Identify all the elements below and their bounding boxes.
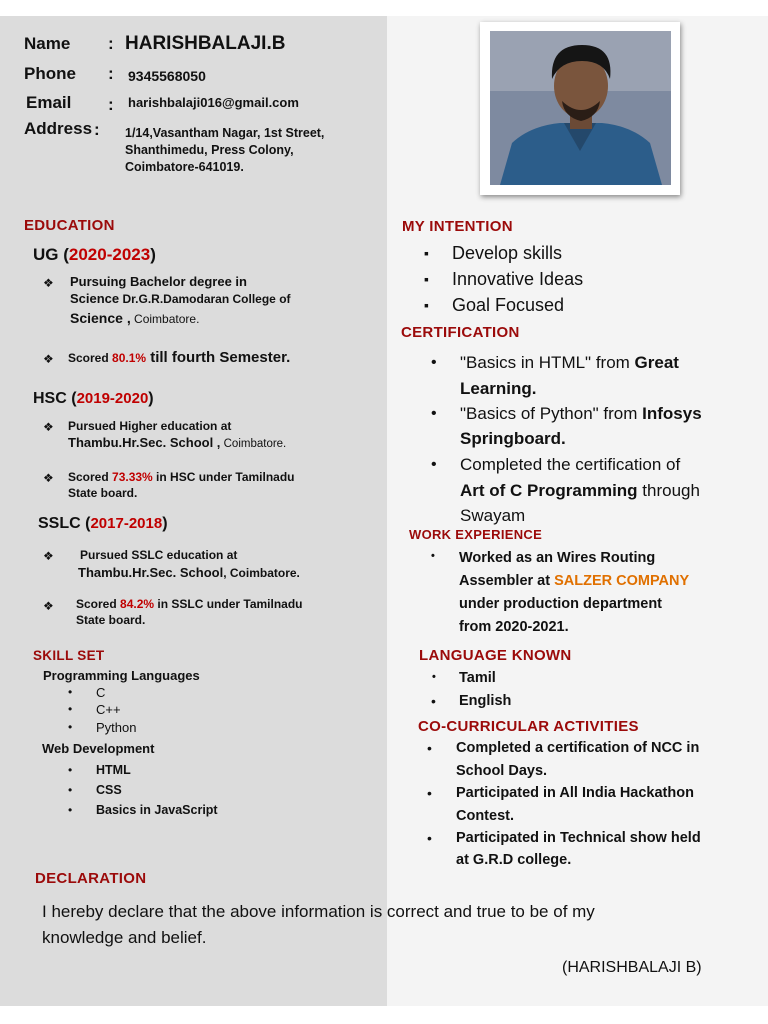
intention-item: Goal Focused (452, 295, 565, 315)
address-line-2: Shanthimedu, Press Colony, (125, 143, 294, 157)
cert-3-through: through (637, 481, 700, 500)
sslc-years: 2017-2018 (90, 515, 163, 532)
square-bullet-icon: ▪ (424, 245, 429, 261)
skill-item: HTML (96, 763, 131, 777)
signature-name: (HARISHBALAJI B) (562, 959, 702, 976)
ug-line-3 (70, 310, 199, 326)
diamond-icon: ❖ (43, 276, 54, 290)
sslc-line-2 (78, 565, 300, 580)
dot-icon: • (68, 803, 73, 817)
sslc-score-value: 84.2% (120, 597, 155, 611)
work-line-3: under production department (459, 596, 662, 612)
work-line-4: from 2020-2021. (459, 619, 569, 635)
certification-heading: CERTIFICATION (401, 324, 520, 341)
certification-3-line-3: Swayam (460, 506, 526, 525)
dot-icon: • (68, 763, 73, 777)
intention-item: Innovative Ideas (452, 269, 584, 289)
dot-icon: • (68, 685, 73, 699)
cocurricular-2-line-1: Participated in All India Hackathon (456, 785, 694, 801)
language-item: English (459, 693, 512, 709)
skill-item: Python (96, 720, 137, 735)
cocurricular-3-line-1: Participated in Technical show held (456, 830, 701, 846)
ug-line-3b: Coimbatore. (130, 312, 200, 326)
ug-line-1: Pursuing Bachelor degree in (70, 274, 247, 289)
programming-languages-title: Programming Languages (43, 668, 200, 683)
education-heading: EDUCATION (24, 217, 115, 234)
sslc-score-pre: Scored (76, 597, 121, 611)
hsc-heading: HSC (2019-2020) (33, 390, 154, 407)
hsc-line-2b: Coimbatore. (220, 438, 287, 450)
web-development-title: Web Development (42, 741, 155, 756)
hsc-score-pre: Scored (68, 470, 113, 484)
work-line-2a: Assembler at (459, 573, 555, 589)
sslc-score-line-2: State board. (76, 613, 146, 627)
cocurricular-3-line-2: at G.R.D college. (456, 852, 572, 868)
cert-1-text: "Basics in HTML" from (460, 353, 635, 372)
cocurricular-2-line-2: Contest. (456, 808, 514, 824)
work-line-2 (459, 573, 689, 589)
cert-1-org: Great (634, 353, 679, 372)
diamond-icon: ❖ (43, 420, 54, 434)
person-silhouette-icon (490, 31, 671, 185)
name-value: HARISHBALAJI.B (125, 33, 286, 54)
address-line-3: Coimbatore-641019. (125, 160, 244, 174)
ug-line-2b: Dr.G.R.Damodaran College of (119, 292, 291, 306)
certification-3-line-2 (460, 481, 700, 501)
declaration-heading: DECLARATION (35, 870, 147, 887)
certification-2-line-2: Springboard. (460, 429, 566, 448)
address-colon: : (94, 120, 100, 139)
dot-icon: • (431, 693, 436, 709)
hsc-line-2a: Thambu.Hr.Sec. School , (68, 435, 221, 450)
hsc-score-line-2: State board. (68, 486, 138, 500)
diamond-icon: ❖ (43, 549, 54, 563)
email-label: Email (26, 93, 72, 112)
diamond-icon: ❖ (43, 352, 54, 366)
declaration-line-2: knowledge and belief. (42, 928, 207, 947)
certification-1-line-2: Learning. (460, 379, 537, 398)
profile-photo (490, 31, 671, 185)
hsc-score-value: 73.33% (112, 470, 153, 484)
dot-icon: • (427, 740, 432, 756)
ug-score (68, 349, 290, 366)
dot-icon: • (427, 785, 432, 801)
hsc-years: 2019-2020 (76, 390, 149, 407)
ug-years: 2020-2023 (68, 245, 151, 264)
dot-icon: • (68, 702, 73, 716)
ug-score-value: 80.1% (112, 351, 147, 365)
phone-value: 9345568050 (128, 68, 206, 84)
diamond-icon: ❖ (43, 471, 54, 485)
ug-heading: UG (2020-2023) (33, 245, 156, 264)
dot-icon: • (431, 405, 437, 422)
hsc-score-post: in HSC under Tamilnadu (152, 470, 295, 484)
phone-colon: : (108, 64, 114, 83)
sslc-heading: SSLC (2017-2018) (38, 515, 168, 532)
email-colon: : (108, 95, 114, 114)
language-item: Tamil (459, 670, 496, 686)
address-line-1: 1/14,Vasantham Nagar, 1st Street, (125, 126, 325, 140)
dot-icon: • (431, 550, 435, 562)
square-bullet-icon: ▪ (424, 271, 429, 287)
sslc-line-2b: , Coimbatore. (223, 566, 300, 580)
address-label: Address (24, 119, 93, 138)
dot-icon: • (431, 456, 437, 473)
skill-set-heading: SKILL SET (33, 648, 105, 663)
cocurricular-1-line-1: Completed a certification of NCC in (456, 740, 700, 756)
ug-line-2 (70, 291, 291, 306)
hsc-label: HSC (33, 390, 67, 407)
dot-icon: • (431, 354, 437, 371)
certification-1-line-1 (460, 353, 679, 373)
dot-icon: • (68, 720, 73, 734)
sslc-score (76, 597, 303, 611)
ug-line-3a: Science , (70, 310, 131, 326)
square-bullet-icon: ▪ (424, 297, 429, 313)
skill-item: C++ (96, 702, 121, 717)
work-experience-heading: WORK EXPERIENCE (409, 527, 543, 542)
skill-item: CSS (96, 783, 122, 797)
certification-3-line-1: Completed the certification of (460, 455, 681, 474)
sslc-score-post: in SSLC under Tamilnadu (154, 597, 303, 611)
diamond-icon: ❖ (43, 599, 54, 613)
certification-2-line-1 (460, 404, 702, 424)
intention-item: Develop skills (452, 243, 563, 263)
profile-photo-frame (480, 22, 680, 195)
ug-score-post: till fourth Semester. (146, 349, 291, 366)
sslc-line-2a: Thambu.Hr.Sec. School (78, 565, 224, 580)
dot-icon: • (427, 830, 432, 846)
cert-2-text: "Basics of Python" from (460, 404, 643, 423)
hsc-line-2 (68, 435, 286, 450)
hsc-score (68, 470, 295, 484)
dot-icon: • (68, 783, 73, 797)
dot-icon: • (432, 671, 436, 683)
hsc-line-1: Pursued Higher education at (68, 419, 232, 433)
skill-item: Basics in JavaScript (96, 803, 218, 817)
language-known-heading: LANGUAGE KNOWN (419, 647, 572, 664)
work-company: SALZER COMPANY (554, 573, 690, 589)
ug-label: UG (33, 245, 59, 264)
cocurricular-1-line-2: School Days. (456, 763, 548, 779)
my-intention-heading: MY INTENTION (402, 218, 513, 235)
phone-label: Phone (24, 64, 76, 83)
cert-3-course: Art of C Programming (460, 481, 638, 500)
name-colon: : (108, 34, 114, 53)
name-label: Name (24, 34, 71, 53)
skill-item: C (96, 685, 106, 700)
ug-line-2a: Science (70, 291, 120, 306)
email-value: harishbalaji016@gmail.com (128, 95, 299, 110)
work-line-1: Worked as an Wires Routing (459, 550, 656, 566)
ug-score-pre: Scored (68, 351, 113, 365)
cert-2-org: Infosys (642, 404, 702, 423)
sslc-line-1: Pursued SSLC education at (80, 548, 238, 562)
sslc-label: SSLC (38, 515, 81, 532)
co-curricular-heading: CO-CURRICULAR ACTIVITIES (418, 718, 639, 735)
declaration-line-1: I hereby declare that the above information is correct and true to be of my (42, 902, 595, 921)
